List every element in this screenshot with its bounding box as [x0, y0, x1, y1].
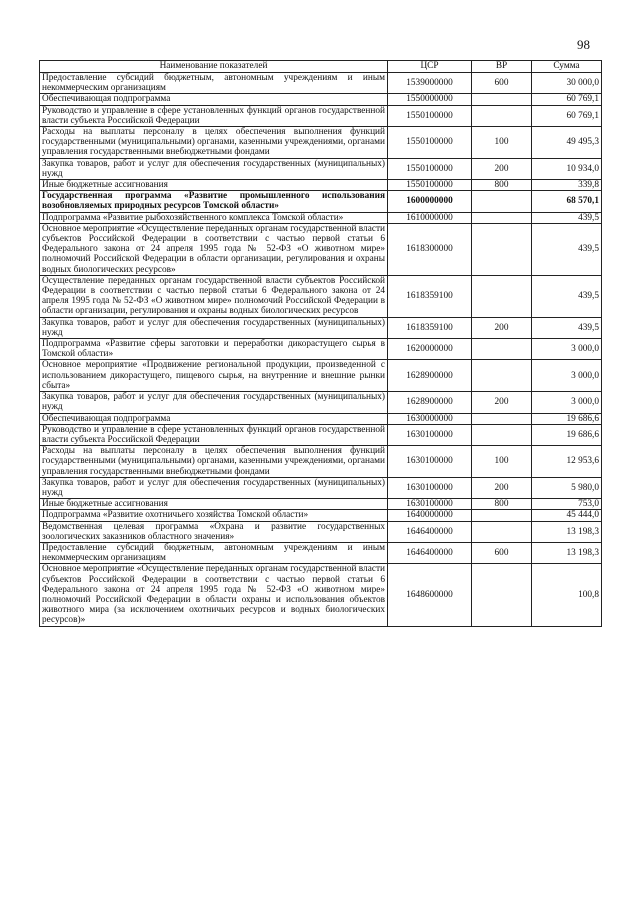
row-vr [472, 360, 532, 392]
header-sum: Сумма [532, 61, 602, 73]
table-row [40, 223, 602, 275]
table-row [40, 360, 602, 392]
row-name: Основное мероприятие «Осуществление переданных органам государственной власти субъектов Российской Федерации в соответствии с частью первой статьи 6 Федерального закона от 24 апреля 1995 года № 52-ФЗ «О животном мире» полномочий Российской Федерации в области охраны и использования объектов животного мира (за исключением охотничьих ресурсов и водных биологических ресурсов)» [40, 564, 388, 626]
row-name: Руководство и управление в сфере установленных функций органов государственной власти субъекта Российской Федерации [40, 424, 388, 445]
row-vr [472, 105, 532, 126]
row-name: Основное мероприятие «Осуществление переданных органам государственной власти субъектов Российской Федерации в соответствии с частью первой статьи 6 Федерального закона от 24 апреля 1995 года № 52-ФЗ «О животном мире» полномочий Российской Федерации в области организации, регулирования и охраны водных биологических ресурсов» [40, 223, 388, 275]
row-vr [472, 510, 532, 521]
row-name: Закупка товаров, работ и услуг для обеспечения государственных (муниципальных) нужд [40, 317, 388, 338]
table-row [40, 392, 602, 413]
row-vr: 100 [472, 446, 532, 478]
row-sum: 3 000,0 [532, 339, 602, 360]
row-csr: 1618300000 [388, 223, 472, 275]
row-vr [472, 424, 532, 445]
row-csr: 1539000000 [388, 73, 472, 94]
row-csr: 1630100000 [388, 446, 472, 478]
row-sum: 49 495,3 [532, 127, 602, 159]
row-vr [472, 223, 532, 275]
header-vr: ВР [472, 61, 532, 73]
table-row [40, 499, 602, 510]
row-vr: 200 [472, 392, 532, 413]
row-name: Закупка товаров, работ и услуг для обеспечения государственных (муниципальных) нужд [40, 392, 388, 413]
table-row [40, 105, 602, 126]
row-sum: 439,5 [532, 317, 602, 338]
row-csr: 1646400000 [388, 521, 472, 542]
table-row [40, 424, 602, 445]
row-vr [472, 564, 532, 626]
table-row [40, 510, 602, 521]
table-row [40, 413, 602, 424]
row-sum: 13 198,3 [532, 521, 602, 542]
row-vr: 600 [472, 73, 532, 94]
row-csr: 1618359100 [388, 317, 472, 338]
row-csr: 1628900000 [388, 360, 472, 392]
row-sum: 30 000,0 [532, 73, 602, 94]
row-name: Расходы на выплаты персоналу в целях обеспечения выполнения функций государственными (муниципальными) органами, казенными учреждениями, органами управления государственными внебюджетными фондами [40, 127, 388, 159]
row-sum: 753,0 [532, 499, 602, 510]
row-sum: 12 953,6 [532, 446, 602, 478]
row-csr: 1618359100 [388, 275, 472, 317]
row-vr: 100 [472, 127, 532, 159]
row-vr: 800 [472, 499, 532, 510]
row-sum: 3 000,0 [532, 360, 602, 392]
row-csr: 1630100000 [388, 477, 472, 498]
row-sum: 10 934,0 [532, 158, 602, 179]
row-vr: 600 [472, 542, 532, 563]
row-csr: 1648600000 [388, 564, 472, 626]
row-name: Расходы на выплаты персоналу в целях обеспечения выполнения функций государственными (муниципальными) органами, казенными учреждениями, органами управления государственными внебюджетными фондами [40, 446, 388, 478]
row-vr [472, 521, 532, 542]
row-csr: 1550100000 [388, 158, 472, 179]
row-name: Закупка товаров, работ и услуг для обеспечения государственных (муниципальных) нужд [40, 158, 388, 179]
row-csr: 1640000000 [388, 510, 472, 521]
row-sum: 19 686,6 [532, 424, 602, 445]
table-row [40, 339, 602, 360]
row-sum: 5 980,0 [532, 477, 602, 498]
row-sum: 339,8 [532, 180, 602, 191]
row-name: Закупка товаров, работ и услуг для обеспечения государственных (муниципальных) нужд [40, 477, 388, 498]
row-name: Осуществление переданных органам государственной власти субъектов Российской Федерации в соответствии с частью первой статьи 6 Федерального закона от 24 апреля 1995 года № 52-ФЗ «О животном мире» полномочий Российской Федерации в области организации, регулирования и охраны водных биологических ресурсов [40, 275, 388, 317]
row-csr: 1620000000 [388, 339, 472, 360]
row-csr: 1550100000 [388, 127, 472, 159]
row-name: Подпрограмма «Развитие сферы заготовки и переработки дикорастущего сырья в Томской области» [40, 339, 388, 360]
table-row [40, 317, 602, 338]
row-sum: 45 444,0 [532, 510, 602, 521]
row-name: Ведомственная целевая программа «Охрана и развитие государственных зоологических заказников областного значения» [40, 521, 388, 542]
row-name: Подпрограмма «Развитие рыбохозяйственного комплекса Томской области» [40, 212, 388, 223]
row-csr: 1628900000 [388, 392, 472, 413]
row-vr [472, 413, 532, 424]
table-row [40, 446, 602, 478]
row-sum: 19 686,6 [532, 413, 602, 424]
row-vr [472, 191, 532, 212]
row-name: Основное мероприятие «Продвижение региональной продукции, произведенной с использованием дикорастущего, пищевого сырья, на внутренние и внешние рынки сбыта» [40, 360, 388, 392]
table-row [40, 542, 602, 563]
row-vr [472, 339, 532, 360]
header-name: Наименование показателей [40, 61, 388, 73]
row-csr: 1600000000 [388, 191, 472, 212]
row-name: Предоставление субсидий бюджетным, автономным учреждениям и иным некоммерческим организациям [40, 73, 388, 94]
row-csr: 1550100000 [388, 105, 472, 126]
table-row [40, 521, 602, 542]
row-name: Предоставление субсидий бюджетным, автономным учреждениям и иным некоммерческим организациям [40, 542, 388, 563]
table-row [40, 564, 602, 626]
table-row [40, 191, 602, 212]
table-header-row [40, 61, 602, 73]
budget-table [39, 60, 602, 627]
table-row [40, 127, 602, 159]
row-csr: 1630100000 [388, 424, 472, 445]
table-row [40, 212, 602, 223]
row-csr: 1630100000 [388, 499, 472, 510]
table-row [40, 73, 602, 94]
row-vr: 200 [472, 158, 532, 179]
table-row [40, 158, 602, 179]
row-csr: 1610000000 [388, 212, 472, 223]
row-sum: 3 000,0 [532, 392, 602, 413]
row-name: Обеспечивающая подпрограмма [40, 413, 388, 424]
row-csr: 1646400000 [388, 542, 472, 563]
row-csr: 1550100000 [388, 180, 472, 191]
row-name: Государственная программа «Развитие промышленного использования возобновляемых природных ресурсов Томской области» [40, 191, 388, 212]
row-sum: 68 570,1 [532, 191, 602, 212]
row-csr: 1550000000 [388, 94, 472, 105]
table-row [40, 477, 602, 498]
table-row [40, 94, 602, 105]
row-sum: 13 198,3 [532, 542, 602, 563]
row-sum: 60 769,1 [532, 105, 602, 126]
row-vr [472, 212, 532, 223]
page-number: 98 [577, 37, 590, 52]
row-vr: 800 [472, 180, 532, 191]
row-vr: 200 [472, 317, 532, 338]
table-row [40, 275, 602, 317]
row-name: Подпрограмма «Развитие охотничьего хозяйства Томской области» [40, 510, 388, 521]
row-name: Иные бюджетные ассигнования [40, 499, 388, 510]
row-name: Руководство и управление в сфере установленных функций органов государственной власти субъекта Российской Федерации [40, 105, 388, 126]
row-name: Иные бюджетные ассигнования [40, 180, 388, 191]
row-sum: 439,5 [532, 223, 602, 275]
header-csr: ЦСР [388, 61, 472, 73]
table-row [40, 180, 602, 191]
row-sum: 439,5 [532, 212, 602, 223]
row-name: Обеспечивающая подпрограмма [40, 94, 388, 105]
row-sum: 439,5 [532, 275, 602, 317]
row-vr [472, 94, 532, 105]
row-sum: 100,8 [532, 564, 602, 626]
row-vr: 200 [472, 477, 532, 498]
row-sum: 60 769,1 [532, 94, 602, 105]
row-csr: 1630000000 [388, 413, 472, 424]
row-vr [472, 275, 532, 317]
